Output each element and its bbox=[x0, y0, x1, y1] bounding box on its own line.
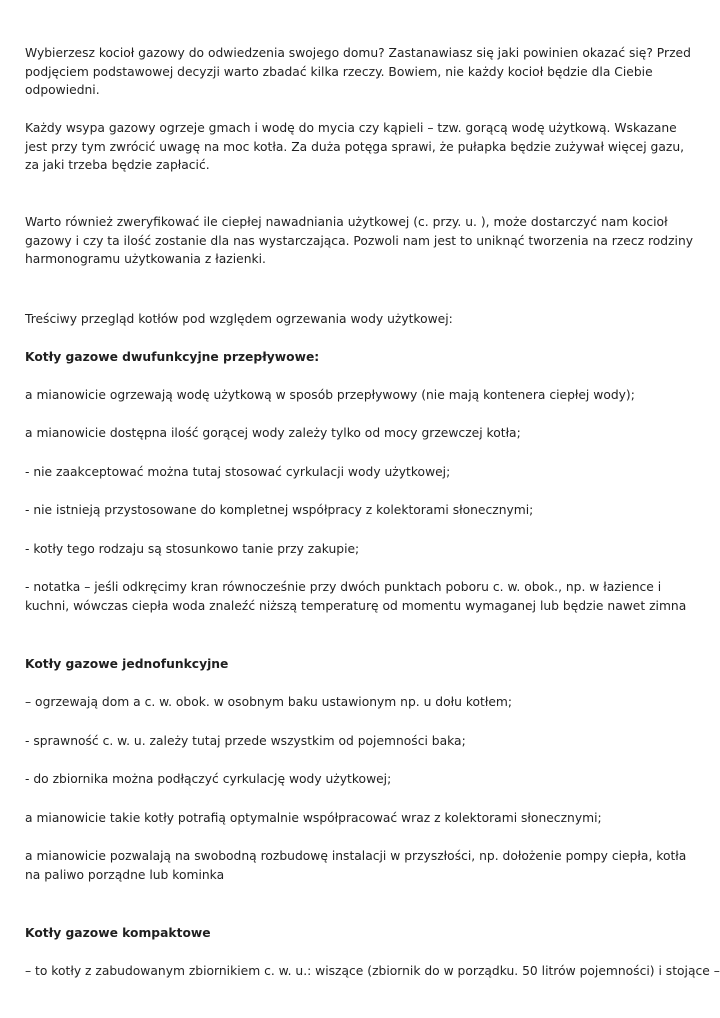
list-item: a mianowicie ogrzewają wodę użytkową w sposób przepływowy (nie mają kontenera ciepłej wody); bbox=[25, 388, 635, 402]
paragraph-intro: Wybierzesz kocioł gazowy do odwiedzenia swojego domu? Zastanawiasz się jaki powinien okazać się? Przed podjęciem podstawowej decyzji warto zbadać kilka rzeczy. Bowiem, nie każdy kocioł będzie dla Ciebie odpowiedni. bbox=[25, 46, 691, 97]
list-item: – to kotły z zabudowanym zbiornikiem c. w. u.: wiszące (zbiornik do w porządku. 50 litrów pojemności) i stojące – bbox=[25, 964, 720, 978]
paragraph-overview: Treściwy przegląd kotłów pod względem ogrzewania wody użytkowej: bbox=[25, 312, 453, 326]
list-item: - nie istnieją przystosowane do kompletnej współpracy z kolektorami słonecznymi; bbox=[25, 503, 534, 517]
paragraph-hot-water: Warto również zweryfikować ile ciepłej nawadniania użytkowej (c. przy. u. ), może dostarczyć nam kocioł gazowy i czy ta ilość zostanie dla nas wystarczająca. Pozwoli nam jest to uniknąć tworzenia na rzecz rodziny harmonogramu użytkowania z łazienki. bbox=[25, 215, 694, 266]
list-item: - notatka – jeśli odkręcimy kran równocześnie przy dwóch punktach poboru c. w. obok., np. w łazience i kuchni, wówczas ciepła woda znaleźć niższą temperaturę od momentu wymaganej lub będzie nawet zimna bbox=[25, 580, 687, 613]
paragraph-power: Każdy wsypa gazowy ogrzeje gmach i wodę do mycia czy kąpieli – tzw. gorącą wodę użytkową. Wskazane jest przy tym zwrócić uwagę na moc kotła. Za duża potęga sprawi, że pułapka będzie zużywał więcej gazu, za jaki trzeba będzie zapłacić. bbox=[25, 121, 685, 172]
section-heading-compact: Kotły gazowe kompaktowe bbox=[25, 926, 211, 940]
list-item: a mianowicie takie kotły potrafią optymalnie współpracować wraz z kolektorami słonecznymi; bbox=[25, 811, 602, 825]
list-item: - do zbiornika można podłączyć cyrkulację wody użytkowej; bbox=[25, 772, 392, 786]
list-item: a mianowicie pozwalają na swobodną rozbudowę instalacji w przyszłości, np. dołożenie pompy ciepła, kotła na paliwo porządne lub kominka bbox=[25, 849, 687, 882]
section-heading-dual: Kotły gazowe dwufunkcyjne przepływowe: bbox=[25, 350, 320, 364]
section-heading-single: Kotły gazowe jednofunkcyjne bbox=[25, 657, 229, 671]
list-item: – ogrzewają dom a c. w. obok. w osobnym baku ustawionym np. u dołu kotłem; bbox=[25, 695, 513, 709]
list-item: - nie zaakceptować można tutaj stosować cyrkulacji wody użytkowej; bbox=[25, 465, 451, 479]
list-item: - kotły tego rodzaju są stosunkowo tanie przy zakupie; bbox=[25, 542, 360, 556]
list-item: a mianowicie dostępna ilość gorącej wody zależy tylko od mocy grzewczej kotła; bbox=[25, 426, 521, 440]
list-item: - sprawność c. w. u. zależy tutaj przede wszystkim od pojemności baka; bbox=[25, 734, 466, 748]
